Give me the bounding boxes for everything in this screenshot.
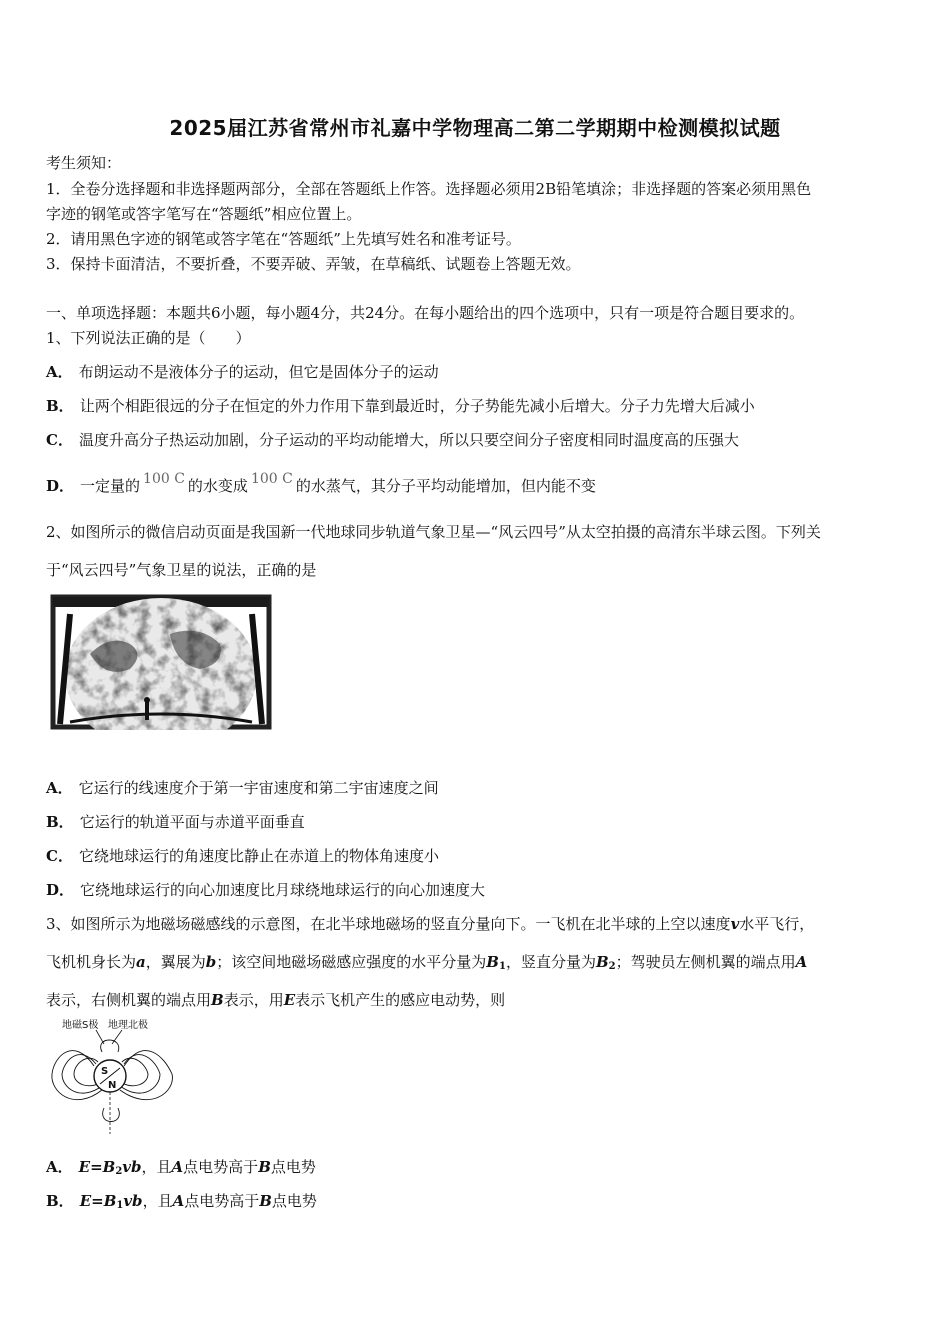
label-n: N — [108, 1080, 117, 1091]
question-3-option-b — [46, 1190, 317, 1211]
notice-item-3: 3．保持卡面清洁，不要折叠，不要弄破、弄皱，在草稿纸、试题卷上答题无效。 — [46, 255, 581, 273]
question-2-option-d — [46, 879, 485, 900]
variable-point-a: A — [795, 953, 808, 971]
question-1-option-c — [46, 429, 739, 450]
formula: E=B — [79, 1192, 117, 1210]
variable-a: a — [136, 953, 146, 971]
variable-e: E — [283, 991, 296, 1009]
option-text: 它绕地球运行的向心加速度比月球绕地球运行的向心加速度大 — [80, 881, 486, 899]
subscript: 2 — [115, 1166, 123, 1177]
option-letter: B． — [46, 1192, 74, 1210]
option-letter: D． — [46, 477, 75, 495]
notice-heading: 考生须知： — [46, 154, 122, 172]
subscript: 1 — [116, 1200, 124, 1211]
earth-cloud-image — [50, 594, 272, 730]
section-heading: 一、单项选择题：本题共6小题，每小题4分，共24分。在每小题给出的四个选项中，只有一项是符合题目要求的。 — [46, 304, 805, 322]
question-2-option-b — [46, 811, 305, 832]
variable-point-b: B — [258, 1158, 271, 1176]
formula: E=B — [78, 1158, 116, 1176]
math-temperature: 100 C — [250, 471, 293, 487]
option-text: 点电势高于 — [183, 1158, 259, 1176]
variable-v: v — [730, 915, 740, 933]
option-letter: A． — [46, 363, 73, 381]
stem-text: 3、如图所示为地磁场磁感线的示意图，在北半球地磁场的竖直分量向下。一飞机在北半球的上空以速度 — [46, 915, 731, 933]
option-text: 点电势 — [271, 1192, 317, 1210]
notice-item-1-line-2: 字迹的钢笔或答字笔写在“答题纸”相应位置上。 — [46, 205, 362, 223]
stem-text: 表示，用 — [223, 991, 284, 1009]
option-letter: D． — [46, 881, 75, 899]
option-text: 它运行的线速度介于第一宇宙速度和第二宇宙速度之间 — [78, 779, 439, 797]
formula: vb — [122, 1158, 142, 1176]
subscript: 1 — [498, 961, 506, 972]
option-text: 布朗运动不是液体分子的运动，但它是固体分子的运动 — [78, 363, 439, 381]
option-letter: C． — [46, 431, 73, 449]
question-2-option-a — [46, 777, 439, 798]
notice-item-2: 2．请用黑色字迹的钢笔或答字笔在“答题纸”上先填写姓名和准考证号。 — [46, 230, 521, 248]
question-3-stem-line-1 — [46, 913, 814, 934]
option-text: 一定量的 — [80, 477, 141, 495]
option-text: 点电势高于 — [184, 1192, 260, 1210]
question-1-option-a — [46, 361, 439, 382]
variable-b: b — [205, 953, 217, 971]
stem-text: ，竖直分量为 — [505, 953, 596, 971]
geomagnetic-field-diagram — [44, 1016, 184, 1134]
subscript: 2 — [608, 961, 616, 972]
question-2-option-c — [46, 845, 439, 866]
option-text: 它运行的轨道平面与赤道平面垂直 — [79, 813, 305, 831]
option-text: 它绕地球运行的角速度比静止在赤道上的物体角速度小 — [78, 847, 439, 865]
label-geographic-north-pole: 地理北极 — [108, 1020, 148, 1031]
label-s: S — [101, 1066, 109, 1077]
question-3-option-a — [46, 1156, 316, 1177]
option-letter: A． — [46, 1158, 73, 1176]
option-letter: B． — [46, 397, 74, 415]
question-3-stem-line-2 — [46, 951, 807, 972]
variable-point-a: A — [172, 1192, 185, 1210]
stem-text: 水平飞行， — [739, 915, 815, 933]
option-letter: A． — [46, 779, 73, 797]
question-1-option-b — [46, 395, 755, 416]
option-text: 让两个相距很远的分子在恒定的外力作用下靠到最近时，分子势能先减小后增大。分子力先增大后减小 — [79, 397, 755, 415]
stem-text: 表示，右侧机翼的端点用 — [46, 991, 212, 1009]
variable-b1: B — [486, 953, 499, 971]
option-text: ，且 — [141, 1158, 172, 1176]
variable-point-b: B — [259, 1192, 272, 1210]
variable-point-a: A — [171, 1158, 184, 1176]
label-magnetic-s-pole: 地磁S极 — [62, 1020, 99, 1031]
question-1-option-d — [46, 471, 596, 496]
stem-text: ；该空间地磁场磁感应强度的水平分量为 — [216, 953, 487, 971]
option-text: 温度升高分子热运动加剧，分子运动的平均动能增大，所以只要空间分子密度相同时温度高的压强大 — [78, 431, 739, 449]
notice-item-1-line-1: 1．全卷分选择题和非选择题两部分，全部在答题纸上作答。选择题必须用2B铅笔填涂；非选择题的答案必须用黑色 — [46, 180, 812, 198]
option-text: 的水变成 — [187, 477, 248, 495]
option-text: 的水蒸气，其分子平均动能增加，但内能不变 — [295, 477, 596, 495]
stem-text: 飞机机身长为 — [46, 953, 137, 971]
variable-point-b: B — [211, 991, 224, 1009]
stem-text: ，翼展为 — [145, 953, 206, 971]
question-1-stem: 1、下列说法正确的是（ ） — [46, 329, 251, 347]
page-title: 2025届江苏省常州市礼嘉中学物理高二第二学期期中检测模拟试题 — [169, 116, 781, 140]
math-temperature: 100 C — [143, 471, 185, 487]
variable-b2: B — [595, 953, 609, 971]
stem-text: ；驾驶员左侧机翼的端点用 — [615, 953, 796, 971]
option-text: ，且 — [142, 1192, 173, 1210]
option-text: 点电势 — [270, 1158, 316, 1176]
formula: vb — [123, 1192, 143, 1210]
question-2-stem-line-1: 2、如图所示的微信启动页面是我国新一代地球同步轨道气象卫星—“风云四号”从太空拍摄的高清东半球云图。下列关 — [46, 523, 821, 541]
stem-text: 表示飞机产生的感应电动势，则 — [295, 991, 506, 1009]
option-letter: C． — [46, 847, 73, 865]
question-2-stem-line-2: 于“风云四号”气象卫星的说法，正确的是 — [46, 561, 317, 579]
question-3-stem-line-3 — [46, 989, 505, 1010]
option-letter: B． — [46, 813, 74, 831]
